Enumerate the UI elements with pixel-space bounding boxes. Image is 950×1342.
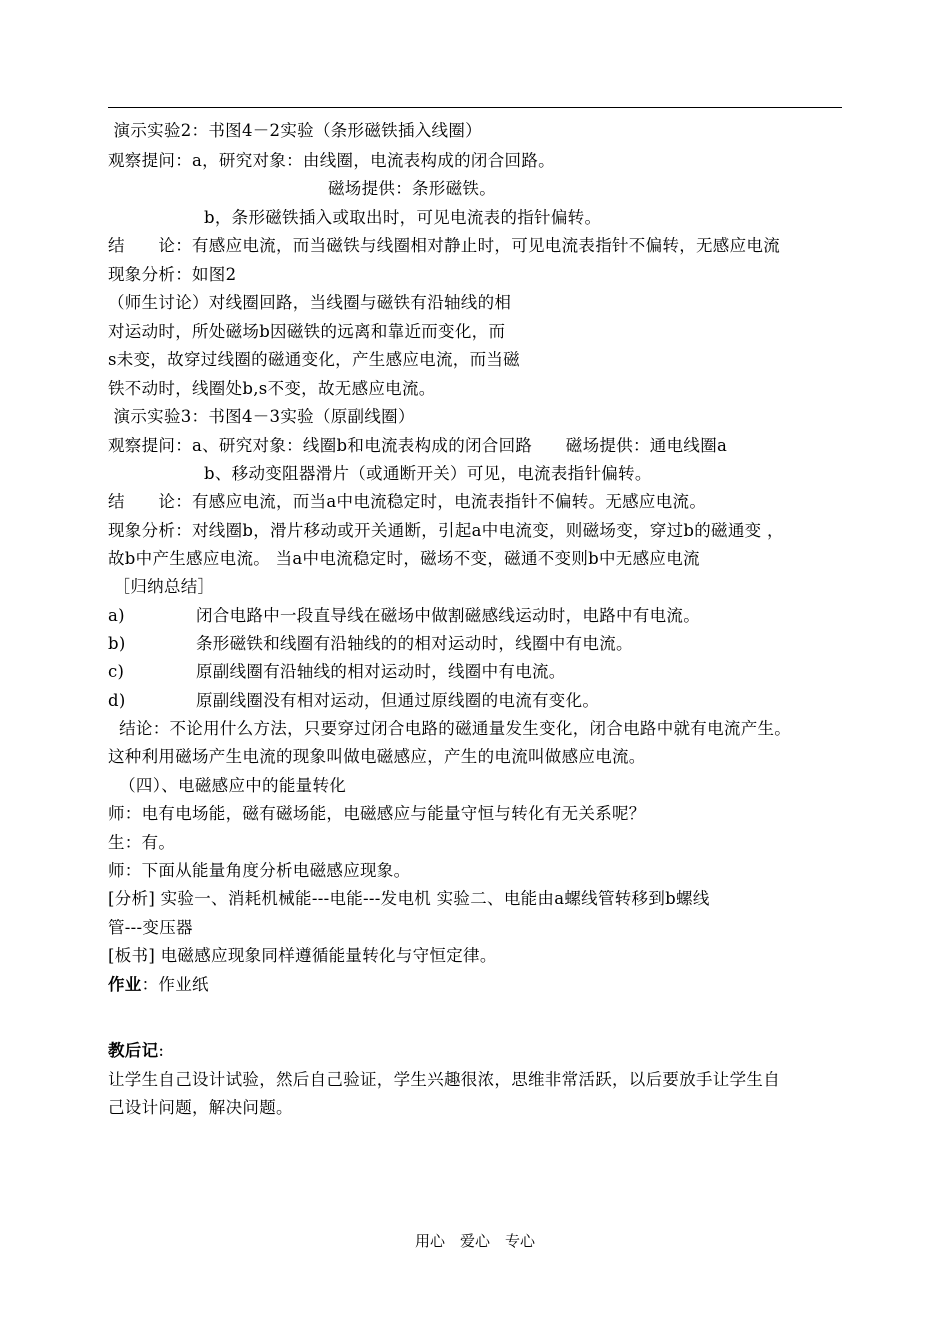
reflection-label: 教后记 bbox=[108, 1041, 159, 1060]
analysis-note: 管---变压器 bbox=[108, 918, 193, 937]
conclusion-line: 结 论：有感应电流，而当磁铁与线圈相对静止时，可见电流表指针不偏转，无感应电流 bbox=[108, 236, 780, 255]
summary-item-mark: b) bbox=[108, 634, 126, 653]
homework-label: 作业 bbox=[108, 975, 142, 994]
section-4-heading: （四）、电磁感应中的能量转化 bbox=[108, 776, 347, 795]
observation-b-line: b，条形磁铁插入或取出时，可见电流表的指针偏转。 bbox=[204, 208, 602, 227]
observation-line: 观察提问：a、研究对象：线圈b和电流表构成的闭合回路 磁场提供：通电线圈a bbox=[108, 436, 728, 455]
conclusion-paragraph: 结论：不论用什么方法，只要穿过闭合电路的磁通量发生变化，闭合电路中就有电流产生。 bbox=[108, 719, 792, 738]
analysis-line: 现象分析：如图2 bbox=[108, 265, 237, 284]
summary-item-mark: c) bbox=[108, 662, 125, 681]
page-footer: 用心 爱心 专心 bbox=[414, 1232, 535, 1250]
magnetic-source-line: 磁场提供：条形磁铁。 bbox=[328, 179, 496, 198]
summary-item-mark: d) bbox=[108, 691, 126, 710]
summary-item-text: 条形磁铁和线圈有沿轴线的的相对运动时，线圈中有电流。 bbox=[196, 634, 633, 653]
summary-item-mark: a) bbox=[108, 606, 125, 625]
analysis-line: 故b中产生感应电流。 当a中电流稳定时，磁场不变，磁通不变则b中无感应电流 bbox=[108, 549, 700, 568]
analysis-note: [分析] 实验一、消耗机械能---电能---发电机 实验二、电能由a螺线管转移到b螺线 bbox=[108, 889, 710, 908]
discussion-line: （师生讨论）对线圈回路，当线圈与磁铁有沿轴线的相 bbox=[108, 293, 512, 312]
dialogue-line: 师：电有电场能，磁有磁场能，电磁感应与能量守恒与转化有无关系呢？ bbox=[108, 804, 646, 823]
blackboard-note: [板书] 电磁感应现象同样遵循能量转化与守恒定律。 bbox=[108, 946, 497, 965]
homework-line bbox=[108, 975, 209, 995]
analysis-line: 现象分析：对线圈b，滑片移动或开关通断，引起a中电流变，则磁场变，穿过b的磁通变 ， bbox=[108, 521, 784, 540]
reflection-colon: : bbox=[158, 1041, 165, 1060]
demo-3-heading: 演示实验3：书图4－3实验（原副线圈） bbox=[108, 407, 415, 426]
observation-b-line: b、移动变阻器滑片（或通断开关）可见，电流表指针偏转。 bbox=[204, 464, 652, 483]
reflection-text: 己设计问题，解决问题。 bbox=[108, 1098, 293, 1117]
discussion-line: 铁不动时，线圈处b,s不变，故无感应电流。 bbox=[108, 379, 436, 398]
conclusion-paragraph: 这种利用磁场产生电流的现象叫做电磁感应，产生的电流叫做感应电流。 bbox=[108, 747, 646, 766]
discussion-line: 对运动时，所处磁场b因磁铁的远离和靠近而变化，而 bbox=[108, 322, 506, 341]
dialogue-line: 生：有。 bbox=[108, 833, 176, 852]
demo-2-heading: 演示实验2：书图4－2实验（条形磁铁插入线圈） bbox=[108, 121, 482, 140]
header-rule bbox=[108, 107, 842, 108]
homework-text: ：作业纸 bbox=[141, 975, 209, 994]
reflection-heading bbox=[108, 1041, 164, 1061]
observation-line: 观察提问：a，研究对象：由线圈，电流表构成的闭合回路。 bbox=[108, 151, 555, 170]
discussion-line: s未变，故穿过线圈的磁通变化，产生感应电流，而当磁 bbox=[108, 350, 520, 369]
conclusion-line: 结 论：有感应电流，而当a中电流稳定时，电流表指针不偏转。无感应电流。 bbox=[108, 492, 707, 511]
summary-item-text: 闭合电路中一段直导线在磁场中做割磁感线运动时，电路中有电流。 bbox=[196, 606, 700, 625]
summary-item-text: 原副线圈没有相对运动，但通过原线圈的电流有变化。 bbox=[196, 691, 600, 710]
summary-heading: ［归纳总结］ bbox=[108, 577, 215, 596]
reflection-text: 让学生自己设计试验，然后自己验证，学生兴趣很浓，思维非常活跃，以后要放手让学生自 bbox=[108, 1070, 780, 1089]
dialogue-line: 师：下面从能量角度分析电磁感应现象。 bbox=[108, 861, 411, 880]
summary-item-text: 原副线圈有沿轴线的相对运动时，线圈中有电流。 bbox=[196, 662, 566, 681]
